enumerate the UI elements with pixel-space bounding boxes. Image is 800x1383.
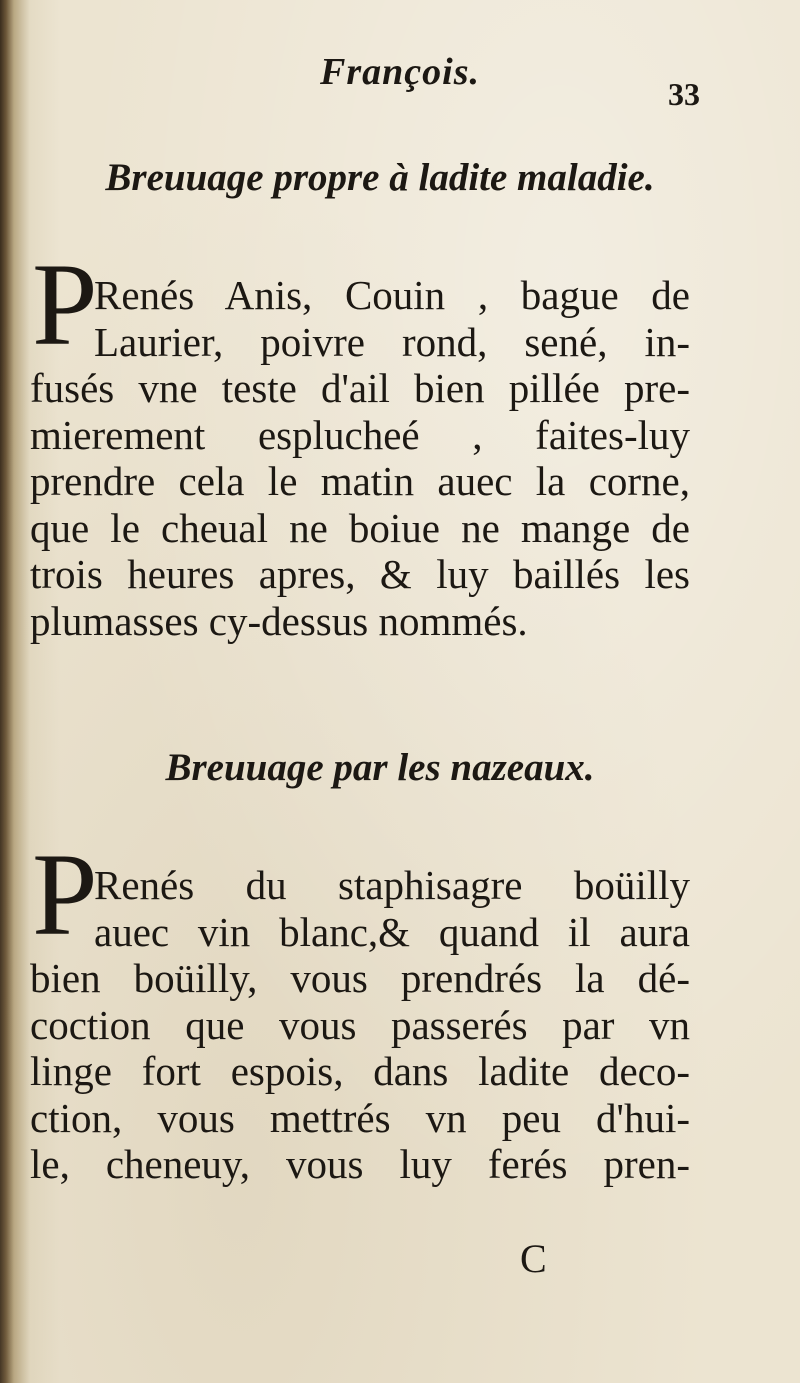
text-line: ction, vous mettrés vn peu d'hui- (30, 1094, 690, 1141)
text-line: plumasses cy-dessus nommés. (30, 597, 528, 644)
section-heading-2: Breuuage par les nazeaux. (165, 746, 595, 789)
section-heading-1: Breuuage propre à ladite maladie. (105, 156, 655, 199)
text-line: Renés du staphisagre boüilly (94, 862, 690, 908)
paragraph-2 (30, 862, 690, 1188)
text-line: Laurier, poivre rond, sené, in- (94, 318, 690, 365)
page-number: 33 (668, 76, 700, 112)
text-line: mierement esplucheé , faites-luy (30, 411, 690, 458)
text-line: coction que vous passerés par vn (30, 1001, 690, 1048)
signature-mark: C (520, 1236, 547, 1281)
text-line: prendre cela le matin auec la corne, (30, 458, 690, 504)
text-line: le, cheneuy, vous luy ferés pren- (30, 1141, 690, 1187)
text-line: que le cheual ne boiue ne mange de (30, 504, 690, 551)
text-line: auec vin blanc,& quand il aura (94, 908, 690, 955)
paragraph-1 (30, 272, 690, 644)
text-line: Renés Anis, Couin , bague de (94, 272, 690, 318)
drop-cap-1: P (32, 239, 98, 370)
text-line: trois heures apres, & luy baillés les (30, 551, 690, 597)
running-title: François. (320, 51, 480, 93)
drop-cap-2: P (32, 829, 98, 960)
text-line: bien boüilly, vous prendrés la dé- (30, 955, 690, 1001)
text-line: linge fort espois, dans ladite deco- (30, 1048, 690, 1094)
text-line: fusés vne teste d'ail bien pillée pre- (30, 365, 690, 411)
